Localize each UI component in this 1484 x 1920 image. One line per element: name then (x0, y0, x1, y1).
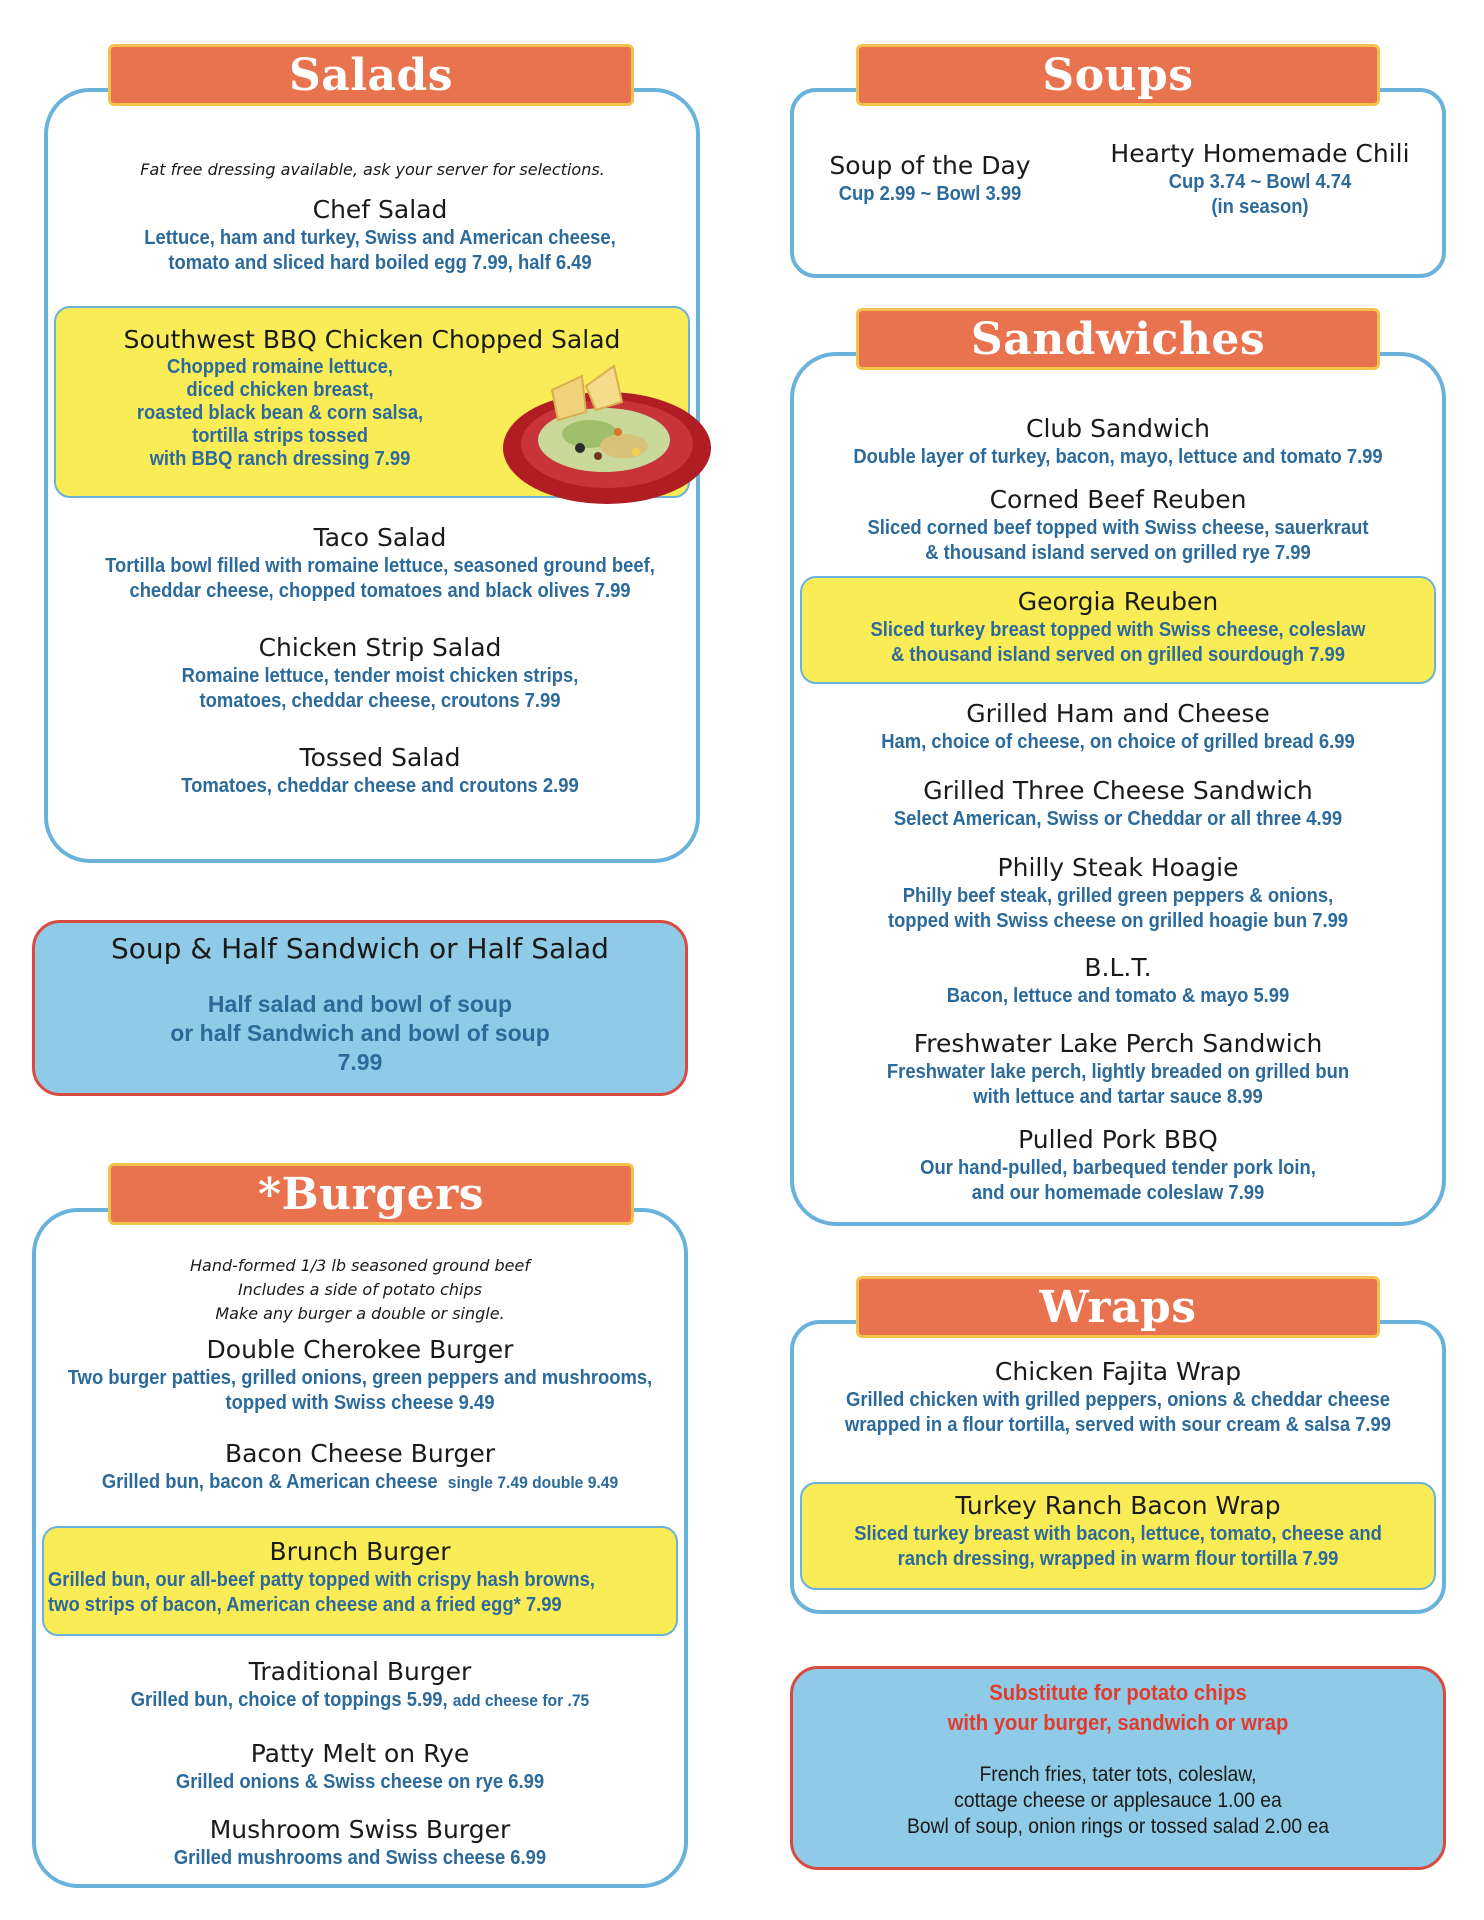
item-desc: with BBQ ranch dressing 7.99 (149, 448, 411, 470)
item-desc: tomato and sliced hard boiled egg 7.99, half 6.49 (168, 252, 592, 274)
item-name: Chef Salad (312, 195, 448, 224)
item-name: Georgia Reuben (1017, 587, 1219, 616)
salads-banner: Salads (108, 44, 634, 106)
substitute-title-line: Substitute for potato chips (989, 1680, 1247, 1705)
item-name: Traditional Burger (248, 1657, 472, 1686)
item-name: Freshwater Lake Perch Sandwich (913, 1029, 1323, 1058)
menu-item-soup-of-the-day (800, 150, 1060, 207)
item-desc: with lettuce and tartar sauce 8.99 (973, 1086, 1263, 1108)
item-name: Turkey Ranch Bacon Wrap (955, 1491, 1281, 1520)
wraps-banner: Wraps (856, 1276, 1380, 1338)
item-desc: Bacon, lettuce and tomato & mayo 5.99 (946, 985, 1290, 1007)
item-desc: cheddar cheese, chopped tomatoes and black olives 7.99 (129, 580, 631, 602)
item-desc: Double layer of turkey, bacon, mayo, lettuce and tomato 7.99 (853, 446, 1383, 468)
item-desc: topped with Swiss cheese on grilled hoagie bun 7.99 (887, 910, 1349, 932)
item-desc: tortilla strips tossed (192, 425, 368, 447)
item-desc: wrapped in a flour tortilla, served with sour cream & salsa 7.99 (844, 1414, 1392, 1436)
item-name: Grilled Three Cheese Sandwich (923, 776, 1313, 805)
item-name: Mushroom Swiss Burger (209, 1815, 511, 1844)
item-name: Hearty Homemade Chili (1110, 139, 1410, 168)
item-desc: Romaine lettuce, tender moist chicken strips, (181, 665, 579, 687)
menu-item-corned-beef-reuben (800, 484, 1436, 566)
item-desc: Chopped romaine lettuce, (167, 356, 393, 378)
item-desc: Grilled bun, our all-beef patty topped with crispy hash browns, (48, 1569, 595, 1591)
item-desc: diced chicken breast, (186, 379, 374, 401)
item-desc: Ham, choice of cheese, on choice of grilled bread 6.99 (881, 731, 1355, 753)
soups-banner: Soups (856, 44, 1380, 106)
menu-item-philly-steak (800, 852, 1436, 934)
combo-price: 7.99 (337, 1049, 383, 1075)
item-desc: Select American, Swiss or Cheddar or all three 4.99 (893, 808, 1343, 830)
menu-item-mushroom-swiss (32, 1814, 688, 1871)
salad-plate-image (500, 360, 714, 510)
item-desc: and our homemade coleslaw 7.99 (971, 1182, 1265, 1204)
menu-item-bacon-cheese-burger (32, 1438, 688, 1495)
menu-item-taco-salad (60, 522, 700, 604)
combo-desc (32, 990, 688, 1077)
item-desc: Our hand-pulled, barbequed tender pork loin, (920, 1157, 1316, 1179)
item-name: Club Sandwich (1026, 414, 1210, 443)
brunch-burger-desc (48, 1568, 676, 1618)
substitute-options (790, 1762, 1446, 1840)
item-desc: Philly beef steak, grilled green peppers & onions, (902, 885, 1334, 907)
menu-item-turkey-ranch-wrap (800, 1490, 1436, 1572)
item-name: Double Cherokee Burger (206, 1335, 514, 1364)
menu-item-lake-perch (800, 1028, 1436, 1110)
desc-extra: add cheese for .75 (452, 1691, 590, 1710)
combo-title: Soup & Half Sandwich or Half Salad (111, 932, 609, 965)
menu-item-southwest-bbq-salad (62, 324, 682, 356)
item-name: Bacon Cheese Burger (224, 1439, 496, 1468)
item-desc (58, 1470, 662, 1495)
menu-item-club-sandwich (800, 413, 1436, 470)
item-desc: & thousand island served on grilled sourdough 7.99 (891, 644, 1345, 666)
item-desc: Tomatoes, cheddar cheese and croutons 2.99 (181, 775, 579, 797)
item-name: Patty Melt on Rye (250, 1739, 470, 1768)
item-desc: Sliced turkey breast with bacon, lettuce, tomato, cheese and (854, 1523, 1382, 1545)
item-desc: Two burger patties, grilled onions, green peppers and mushrooms, (67, 1367, 653, 1389)
substitute-title (790, 1678, 1446, 1738)
substitute-line: cottage cheese or applesauce 1.00 ea (954, 1789, 1282, 1812)
menu-item-pulled-pork (800, 1124, 1436, 1206)
item-desc: Cup 3.74 ~ Bowl 4.74 (1168, 171, 1352, 193)
desc-prices: single 7.49 double 9.49 (447, 1473, 619, 1492)
item-desc: ranch dressing, wrapped in warm flour tortilla 7.99 (897, 1548, 1339, 1570)
menu-item-chicken-fajita-wrap (800, 1356, 1436, 1438)
substitute-line: French fries, tater tots, coleslaw, (979, 1763, 1257, 1786)
item-desc: Sliced corned beef topped with Swiss cheese, sauerkraut (867, 517, 1369, 539)
salads-note: Fat free dressing available, ask your server for selections. (140, 160, 605, 179)
menu-item-hearty-chili (1090, 138, 1430, 220)
menu-item-chicken-strip-salad (60, 632, 700, 714)
item-name: Chicken Strip Salad (258, 633, 502, 662)
item-desc: (in season) (1211, 196, 1309, 218)
item-name: B.L.T. (1084, 953, 1152, 982)
item-name: Tossed Salad (299, 743, 461, 772)
menu-item-grilled-ham-cheese (800, 698, 1436, 755)
item-desc: Sliced turkey breast topped with Swiss cheese, coleslaw (870, 619, 1366, 641)
menu-item-brunch-burger (42, 1536, 678, 1568)
menu-item-patty-melt (32, 1738, 688, 1795)
note-line: Includes a side of potato chips (238, 1280, 482, 1299)
desc-main: Grilled bun, choice of toppings 5.99, (130, 1689, 448, 1711)
item-name: Soup of the Day (829, 151, 1031, 180)
item-desc: Freshwater lake perch, lightly breaded on grilled bun (886, 1061, 1350, 1083)
burgers-banner: *Burgers (108, 1163, 634, 1225)
menu-item-tossed-salad (60, 742, 700, 799)
item-name: Chicken Fajita Wrap (994, 1357, 1242, 1386)
item-desc: Grilled onions & Swiss cheese on rye 6.99 (175, 1771, 545, 1793)
menu-item-blt (800, 952, 1436, 1009)
item-desc: Cup 2.99 ~ Bowl 3.99 (838, 183, 1022, 205)
menu-item-georgia-reuben (800, 586, 1436, 668)
item-desc: & thousand island served on grilled rye 7.99 (925, 542, 1311, 564)
desc-main: Grilled bun, bacon & American cheese (101, 1471, 438, 1493)
southwest-bbq-desc (90, 356, 470, 471)
menu-item-double-cherokee (32, 1334, 688, 1416)
item-name: Grilled Ham and Cheese (966, 699, 1270, 728)
combo-line: or half Sandwich and bowl of soup (170, 1020, 550, 1046)
item-desc: two strips of bacon, American cheese and a fried egg* 7.99 (48, 1594, 562, 1616)
menu-item-traditional-burger (32, 1656, 688, 1713)
substitute-line: Bowl of soup, onion rings or tossed salad 2.00 ea (906, 1815, 1330, 1838)
note-line: Hand-formed 1/3 lb seasoned ground beef (190, 1256, 530, 1275)
item-name: Taco Salad (313, 523, 447, 552)
sandwiches-banner: Sandwiches (856, 308, 1380, 370)
item-name: Philly Steak Hoagie (997, 853, 1239, 882)
combo-line: Half salad and bowl of soup (207, 991, 513, 1017)
substitute-title-line: with your burger, sandwich or wrap (947, 1710, 1289, 1735)
item-name: Pulled Pork BBQ (1018, 1125, 1218, 1154)
item-desc: tomatoes, cheddar cheese, croutons 7.99 (199, 690, 561, 712)
menu-item-three-cheese (800, 775, 1436, 832)
item-desc: topped with Swiss cheese 9.49 (225, 1392, 495, 1414)
item-name: Southwest BBQ Chicken Chopped Salad (123, 325, 621, 354)
item-desc: Tortilla bowl filled with romaine lettuce, seasoned ground beef, (105, 555, 655, 577)
item-desc: Grilled chicken with grilled peppers, onions & cheddar cheese (846, 1389, 1390, 1411)
item-name: Corned Beef Reuben (989, 485, 1247, 514)
item-desc (58, 1688, 662, 1713)
item-desc: Lettuce, ham and turkey, Swiss and American cheese, (144, 227, 616, 249)
item-desc: roasted black bean & corn salsa, (136, 402, 424, 424)
menu-item-chef-salad (60, 194, 700, 276)
burgers-note (32, 1254, 688, 1326)
item-desc: Grilled mushrooms and Swiss cheese 6.99 (173, 1847, 547, 1869)
note-line: Make any burger a double or single. (215, 1304, 505, 1323)
item-name: Brunch Burger (269, 1537, 451, 1566)
